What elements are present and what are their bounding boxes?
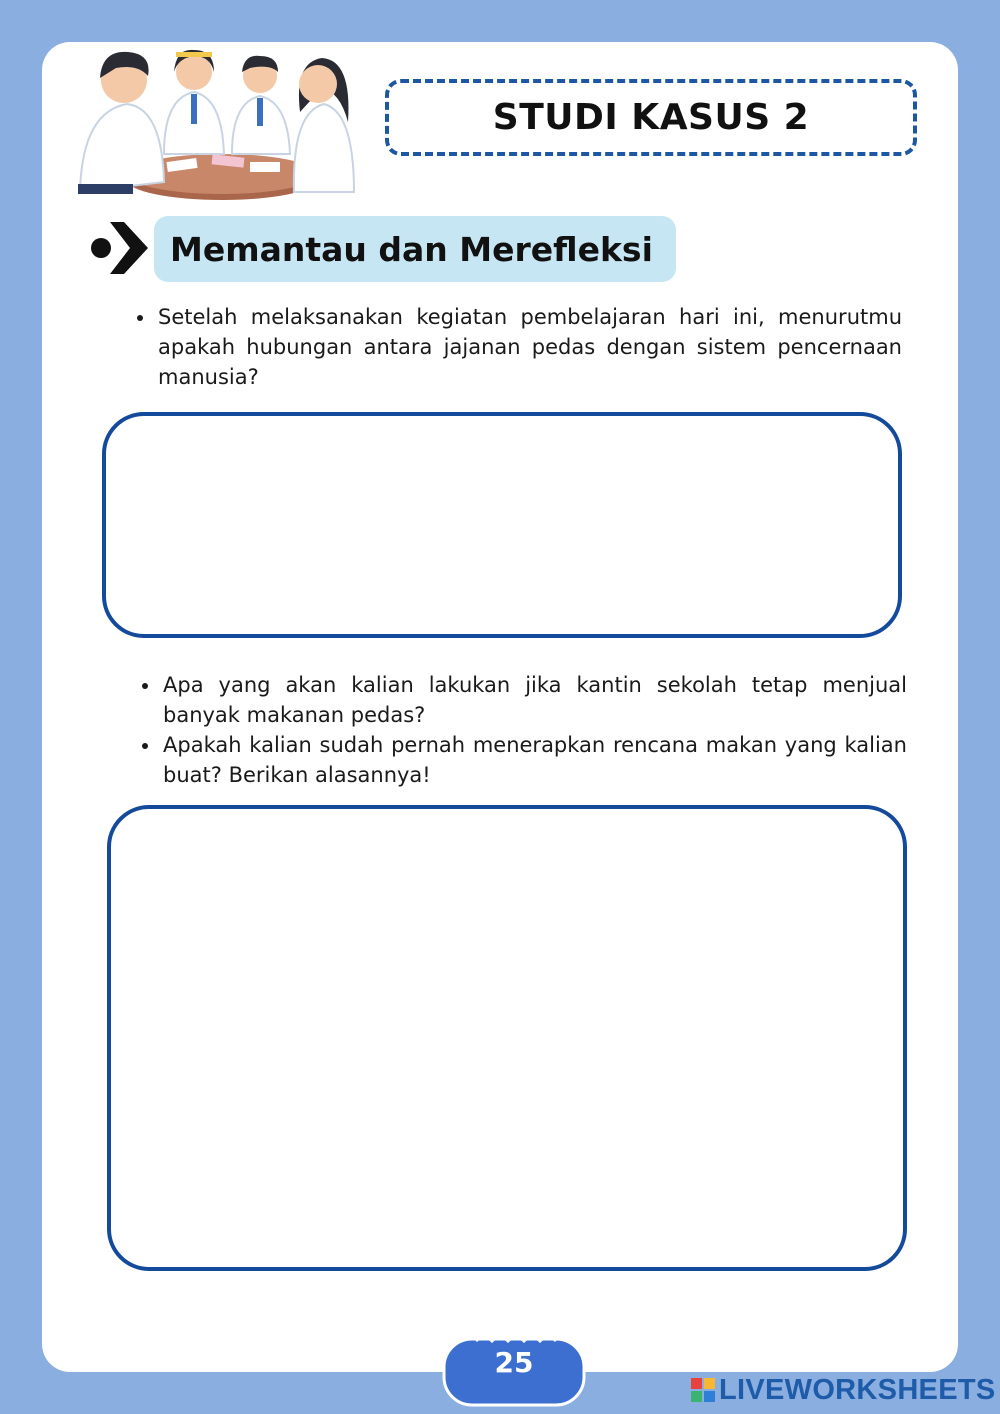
page-title: STUDI KASUS 2 bbox=[492, 97, 810, 138]
arrow-icon bbox=[90, 218, 148, 278]
answer-box-1[interactable] bbox=[102, 412, 902, 638]
question-item: • Apakah kalian sudah pernah menerapkan rencana makan yang kalian buat? Berikan alasannya! bbox=[161, 730, 907, 790]
question-list-1 bbox=[132, 302, 902, 392]
section-heading-pill bbox=[154, 216, 676, 282]
students-illustration bbox=[72, 42, 357, 202]
question-item: • Apa yang akan kalian lakukan jika kantin sekolah tetap menjual banyak makanan pedas? bbox=[161, 670, 907, 730]
page-number: 25 bbox=[494, 1346, 534, 1379]
liveworksheets-logo-icon bbox=[690, 1377, 716, 1403]
section-heading: Memantau dan Merefleksi bbox=[170, 229, 653, 269]
question-list-2 bbox=[137, 670, 907, 790]
brand-name: LIVEWORKSHEETS bbox=[719, 1373, 996, 1406]
liveworksheets-brand[interactable] bbox=[690, 1373, 996, 1407]
answer-box-2[interactable] bbox=[107, 805, 907, 1271]
question-item: • Setelah melaksanakan kegiatan pembelajaran hari ini, menurutmu apakah hubungan antara jajanan pedas dengan sistem pencernaan manusia? bbox=[156, 302, 902, 392]
title-box bbox=[385, 79, 917, 156]
